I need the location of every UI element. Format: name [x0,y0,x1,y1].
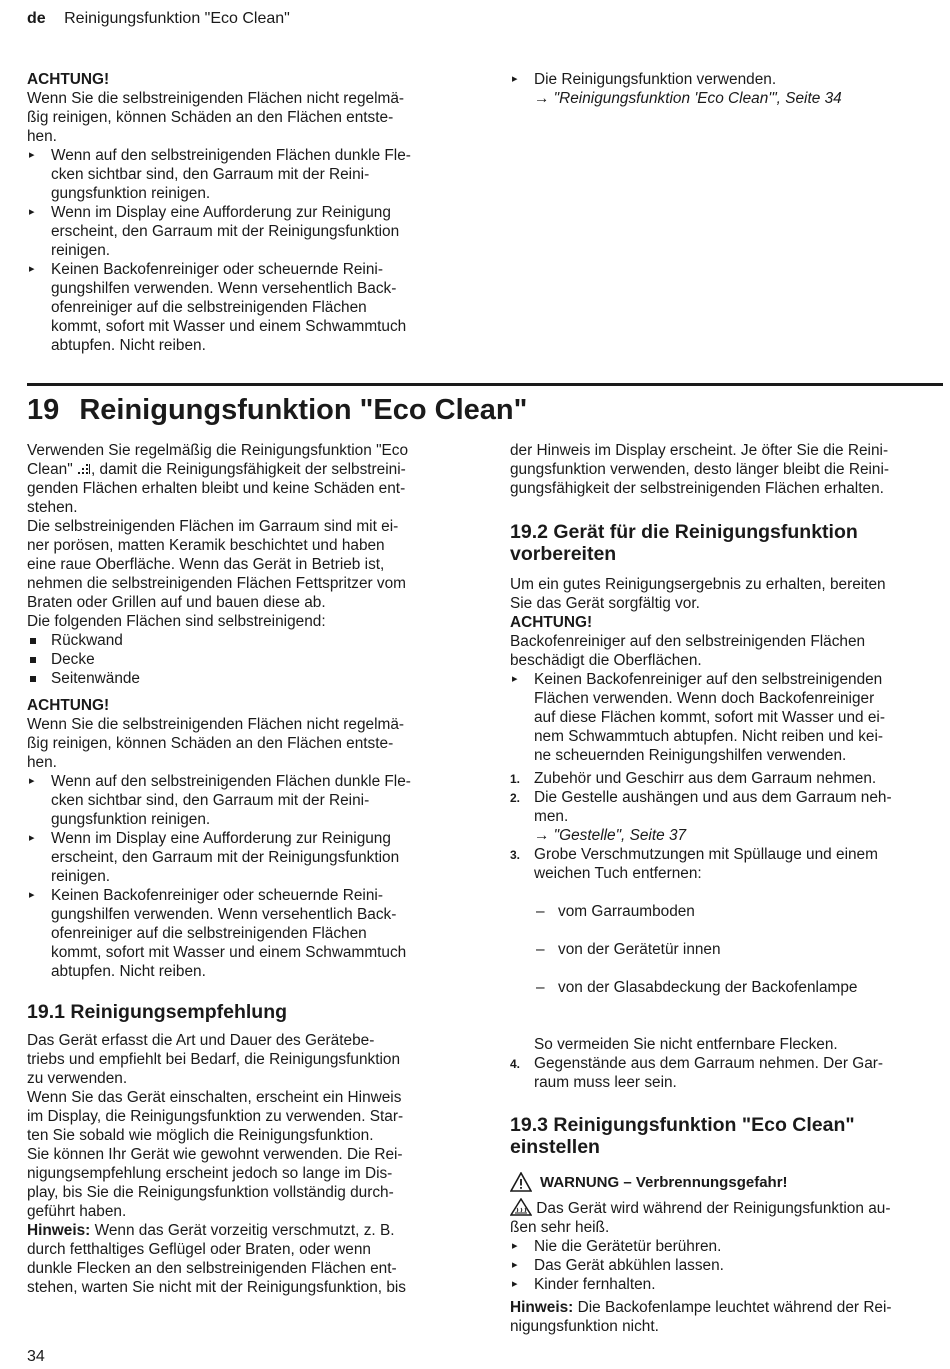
step-text: Die Gestelle aushängen und aus dem Garraum neh- men. [534,789,892,825]
cross-reference-link[interactable]: → "Reinigungsfunktion 'Eco Clean'", Seite 34 [534,90,842,107]
step-number: 2. [510,791,521,805]
right-column [510,441,945,1336]
list-item: ▸ Keinen Backofenreiniger oder scheuernde Reini- gungshilfen verwenden. Wenn versehentlich Back- ofenreiniger auf die selbstreinigenden Flächen kommt, sofort mit Wasser und einem Schwammtuch abtupfen. Nicht reiben. [27,886,477,981]
step-text: Zubehör und Geschirr aus dem Garraum nehmen. [534,770,877,787]
top-left-block [27,70,477,355]
intro-text-a: Verwenden Sie regelmäßig die Reinigungsfunktion "Eco Clean" [27,442,409,478]
list-item: Seitenwände [27,669,477,688]
top-right-block [510,70,940,108]
warning-body: Das Gerät wird während der Reinigungsfunktion au- ßen sehr heiß. [510,1200,891,1236]
step-number: 3. [510,848,521,862]
hinweis-paragraph [27,1221,477,1297]
list-item: ▸ Keinen Backofenreiniger oder scheuernde Reini- gungshilfen verwenden. Wenn versehentlich Back- ofenreiniger auf die selbstreinigenden Flächen kommt, sofort mit Wasser und einem Schwammtuch abtupfen. Nicht reiben. [27,260,477,355]
list-item: – von der Gerätetür innen [534,940,945,959]
achtung-label: ACHTUNG! [27,71,110,88]
step-item [510,1054,945,1092]
achtung-label: ACHTUNG! [510,614,593,631]
list-item: ▸ Wenn auf den selbstreinigenden Flächen dunkle Fle- cken sichtbar sind, den Garraum mit der Reini- gungsfunktion reinigen. [27,146,477,203]
hot-surface-icon [510,1198,532,1216]
achtung-text: Backofenreiniger auf den selbstreinigenden Flächen beschädigt die Oberflächen. [510,633,866,669]
eco-clean-icon [77,461,91,473]
list-item: ▸ Wenn im Display eine Aufforderung zur Reinigung erscheint, den Garraum mit der Reinigungsfunktion reinigen. [27,203,477,260]
step-text: Gegenstände aus dem Garraum nehmen. Der Gar- raum muss leer sein. [534,1055,884,1091]
language-code: de [27,10,46,27]
step-number: 1. [510,772,521,786]
page-header [27,10,290,28]
hinweis-label: Hinweis: [510,1299,574,1316]
list-item: ▸ Nie die Gerätetür berühren. [510,1237,945,1256]
warning-heading [510,1172,945,1192]
list-item: ▸ Das Gerät abkühlen lassen. [510,1256,945,1275]
achtung-text: Wenn Sie die selbstreinigenden Flächen nicht regelmä- ßig reinigen, können Schäden an den Flächen entste- hen. [27,716,405,771]
hinweis-text: Die Backofenlampe leuchtet während der Rei- nigungsfunktion nicht. [510,1299,892,1335]
list-item: Decke [27,650,477,669]
top-right-list [510,70,940,89]
cross-reference-link[interactable]: → "Gestelle", Seite 37 [534,827,687,844]
hinweis-label: Hinweis: [27,1222,91,1239]
surfaces-list [27,631,477,688]
achtung-bullet-list [27,772,477,981]
list-item: ▸ Die Reinigungsfunktion verwenden. [510,70,940,89]
list-item: ▸ Wenn auf den selbstreinigenden Flächen dunkle Fle- cken sichtbar sind, den Garraum mit der Reini- gungsfunktion reinigen. [27,772,477,829]
intro-paragraph-2: Die selbstreinigenden Flächen im Garraum sind mit ei- ner porösen, matten Keramik beschichtet und haben eine raue Oberfläche. Wenn das Gerät in Betrieb ist, nehmen die selbstreinigenden Flächen Fettspritzer vom Braten oder Grillen auf und bauen diese ab. Die folgenden Flächen sind selbstreinigend: [27,518,406,630]
warning-triangle-icon [510,1172,532,1192]
hinweis-continued: der Hinweis im Display erscheint. Je öfter Sie die Reini- gungsfunktion verwenden, desto länger bleibt die Reini- gungsfähigkeit der selbstreinigenden Flächen erhalten. [510,442,890,497]
list-item: – vom Garraumboden [534,902,945,921]
intro-text-b: , damit die Reinigungsfähigkeit der selbstreini- genden Flächen erhalten bleibt und keine Schäden ent- stehen. [27,461,406,516]
section-19-2-intro: Um ein gutes Reinigungsergebnis zu erhalten, bereiten Sie das Gerät sorgfältig vor. [510,576,886,612]
chapter-number: 19 [27,394,60,426]
chapter-title [27,392,527,428]
list-item: ▸ Keinen Backofenreiniger auf den selbstreinigenden Flächen verwenden. Wenn doch Backofenreiniger auf diese Flächen kommt, sofort mit Wasser und ei- nem Schwammtuch abtupfen. Nicht reiben und kei- ne scheuernden Reinigungshilfen verwenden. [510,670,945,765]
step-number: 4. [510,1057,521,1071]
hinweis-paragraph [510,1298,945,1336]
step-item [510,845,945,1054]
chapter-rule [27,383,943,386]
warning-title: WARNUNG – Verbrennungsgefahr! [540,1173,788,1191]
step-text: Grobe Verschmutzungen mit Spüllauge und einem weichen Tuch entfernen: [534,846,878,882]
list-item: ▸ Wenn im Display eine Aufforderung zur Reinigung erscheint, den Garraum mit der Reinigungsfunktion reinigen. [27,829,477,886]
achtung-bullet-list [510,670,945,765]
section-19-2-title: 19.2 Gerät für die Reinigungsfunktion vorbereiten [510,521,858,565]
achtung-label: ACHTUNG! [27,697,110,714]
list-item: – von der Glasabdeckung der Backofenlampe [534,978,945,997]
step-item [510,769,945,788]
achtung-text: Wenn Sie die selbstreinigenden Flächen nicht regelmä- ßig reinigen, können Schäden an den Flächen entste- hen. [27,90,405,145]
dash-list [534,883,945,1016]
list-item: Rückwand [27,631,477,650]
achtung-bullet-list [27,146,477,355]
step-item [510,788,945,845]
section-19-1-text: Das Gerät erfasst die Art und Dauer des Gerätebe- triebs und empfiehlt bei Bedarf, die Reinigungsfunktion zu verwenden. Wenn Sie das Gerät einschalten, erscheint ein Hinweis im Display, die Reinigungsfunktion zu verwenden. Star- ten Sie sobald wie möglich die Reinigungsfunktion. Sie können Ihr Gerät wie gewohnt verwenden. Die Rei- nigungsempfehlung erscheint jedoch so lange im Dis- play, bis Sie die Reinigungsfunktion vollständig durch- geführt haben. [27,1032,404,1220]
hinweis-text: Wenn das Gerät vorzeitig verschmutzt, z. B. durch fetthaltiges Geflügel oder Braten, oder wenn dunkle Flecken an den selbstreinigenden Flächen ent- stehen, warten Sie nicht mit der Reinigungsfunktion, bis [27,1222,406,1296]
list-item: ▸ Kinder fernhalten. [510,1275,945,1294]
header-title: Reinigungsfunktion "Eco Clean" [64,10,290,27]
chapter-title-text: Reinigungsfunktion "Eco Clean" [79,394,528,426]
step-note: So vermeiden Sie nicht entfernbare Flecken. [534,1036,838,1053]
intro-paragraph-1 [27,441,477,517]
preparation-steps [510,769,945,1092]
warning-text [510,1198,945,1237]
left-column [27,441,477,1297]
section-19-3-title: 19.3 Reinigungsfunktion "Eco Clean" einstellen [510,1114,855,1158]
section-19-1-title: 19.1 Reinigungsempfehlung [27,1001,288,1023]
page-number: 34 [27,1348,45,1365]
warning-bullet-list [510,1237,945,1294]
